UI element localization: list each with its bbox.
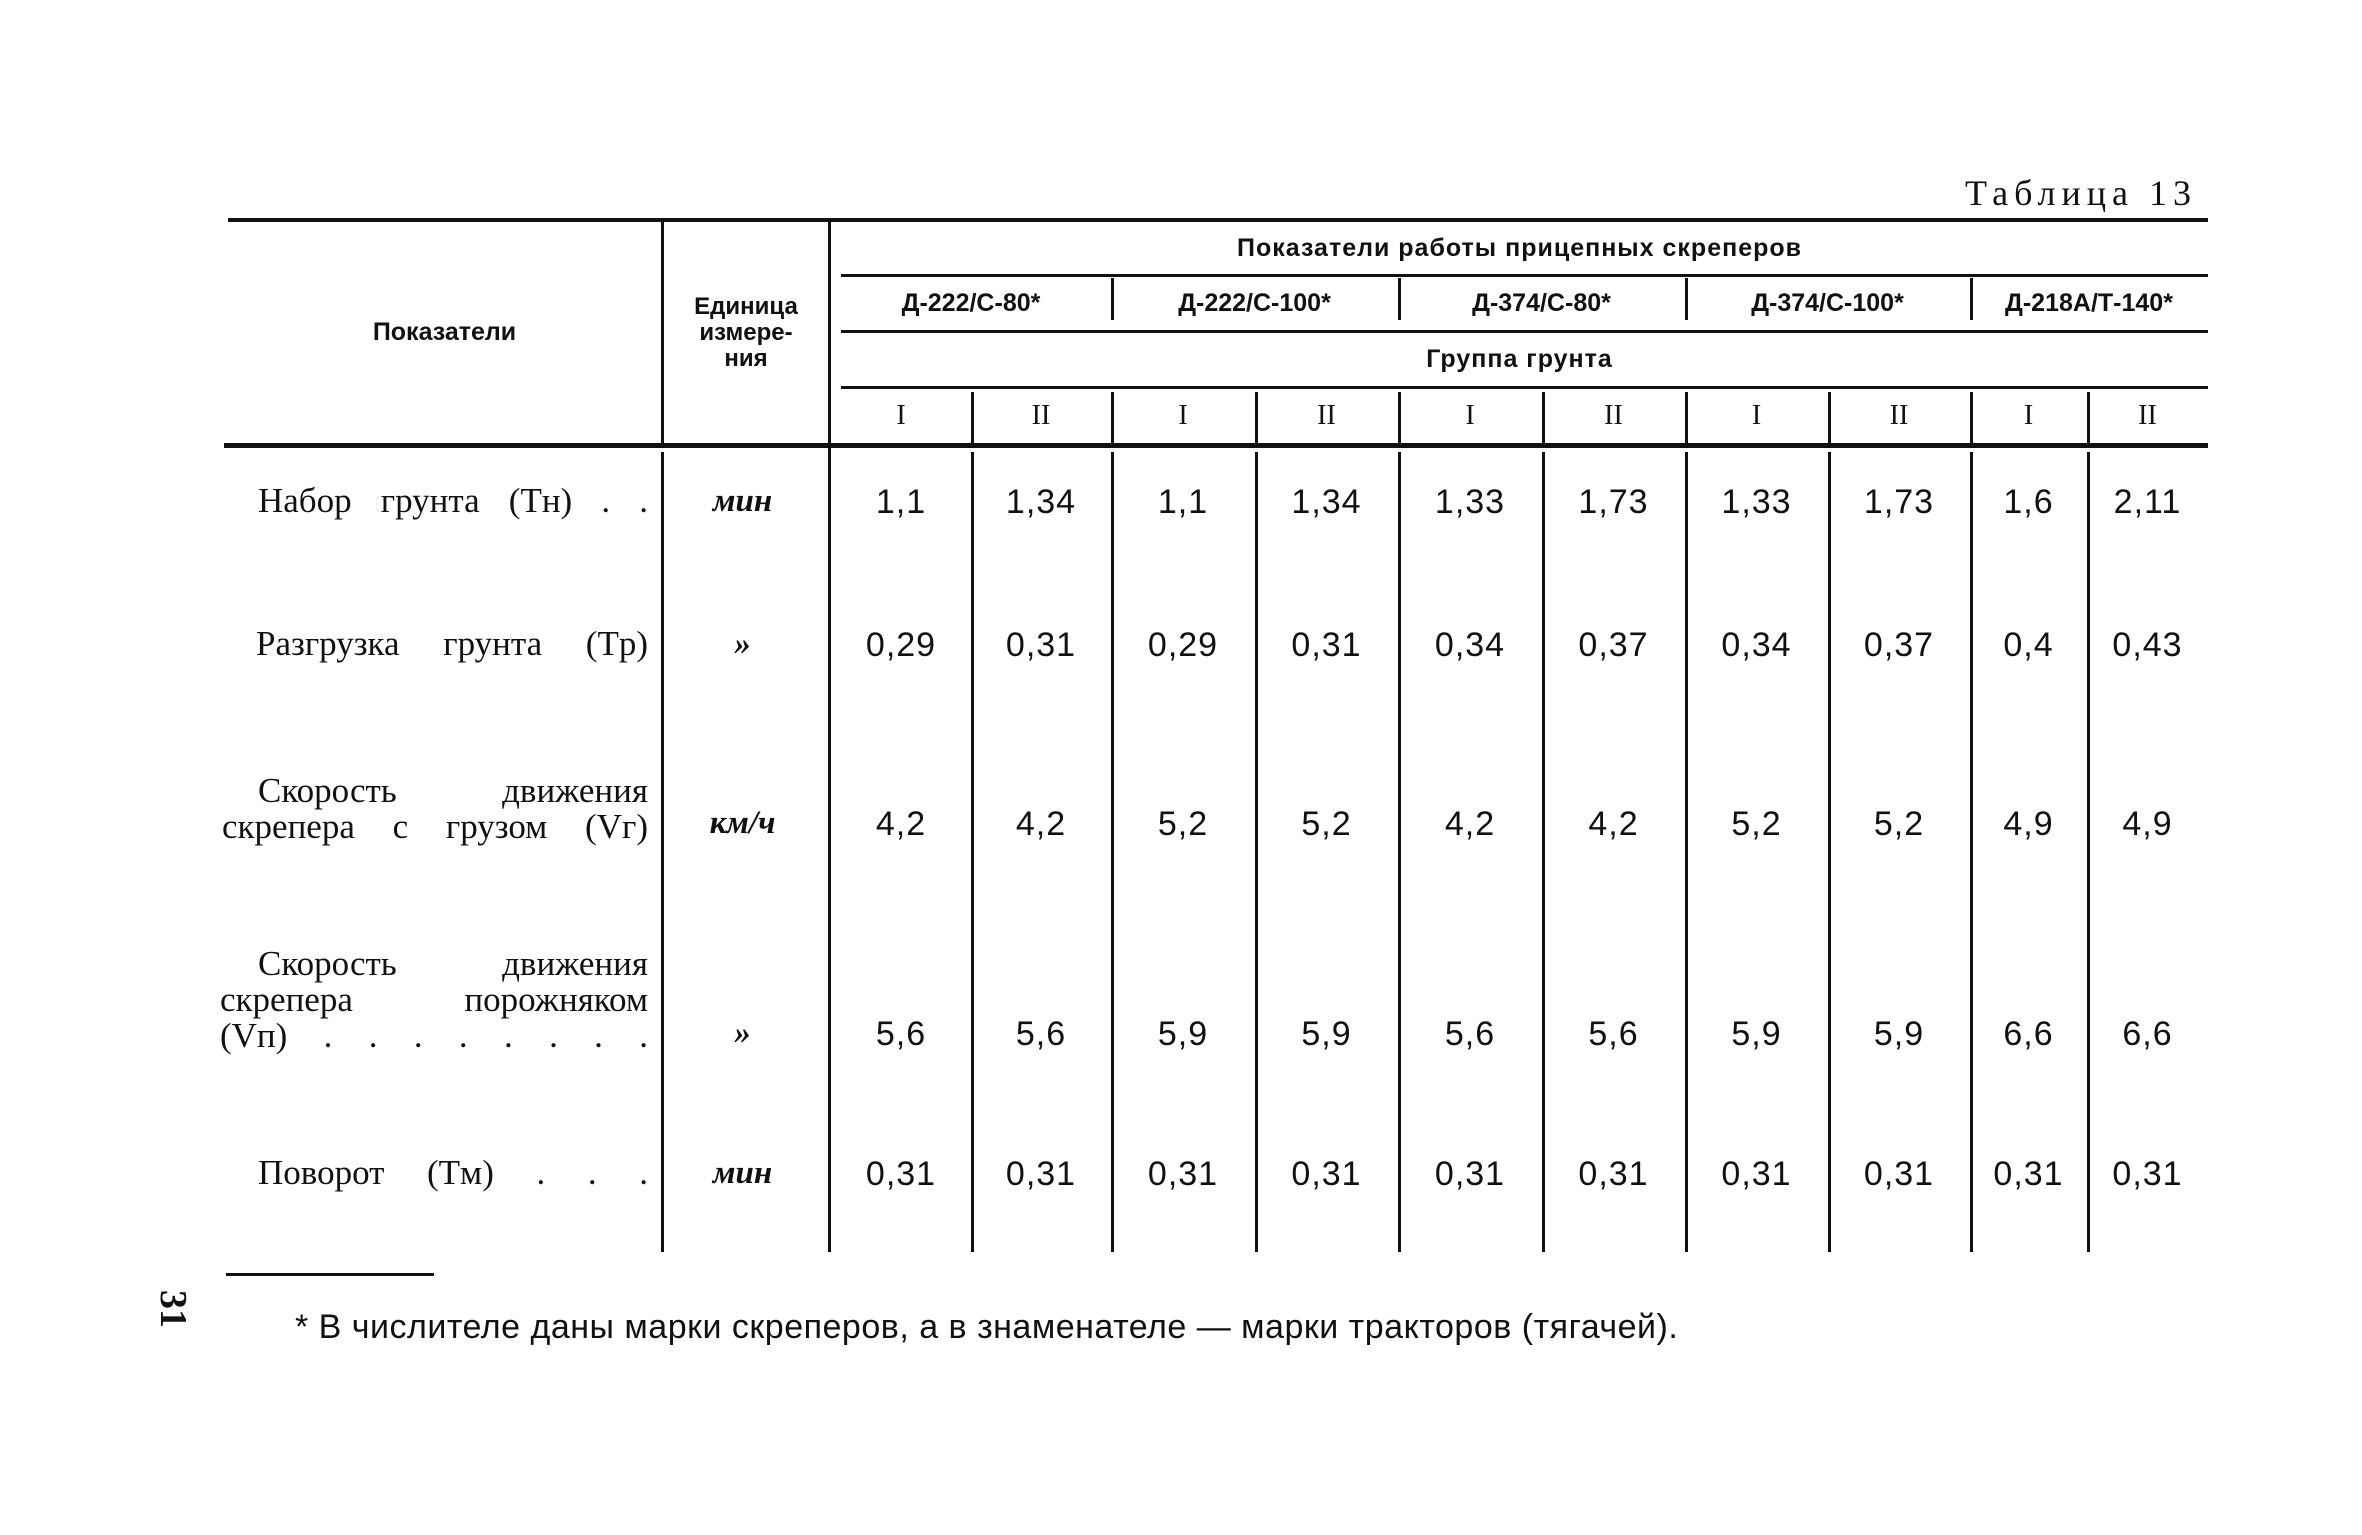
row-label bbox=[220, 946, 648, 1054]
header-unit-line: ния bbox=[724, 344, 768, 372]
header-soil-class: II bbox=[1317, 400, 1336, 431]
table-cell-value: 0,31 bbox=[1721, 1155, 1792, 1193]
table-cell-value: 1,73 bbox=[1863, 483, 1935, 521]
table-cell-value: 4,2 bbox=[875, 805, 927, 843]
table-cell-value: 0,31 bbox=[2112, 1155, 2183, 1193]
column-divider bbox=[1398, 452, 1401, 1252]
table-cell-value: 0,31 bbox=[1863, 1155, 1935, 1193]
table-cell-value: 0,31 bbox=[1147, 1155, 1219, 1193]
table-cell-value: 4,2 bbox=[1588, 805, 1639, 843]
table-cell-value: 0,37 bbox=[1578, 626, 1649, 664]
row-label-line: Набор грунта (Tн) . . bbox=[258, 481, 648, 520]
row-label bbox=[256, 626, 648, 662]
row-label-line: Поворот (Tм) . . . bbox=[258, 1153, 648, 1192]
table-cell-value: 5,2 bbox=[1731, 805, 1782, 843]
table-cell-value: 0,31 bbox=[1005, 626, 1077, 664]
table-cell-value: 0,31 bbox=[1291, 626, 1362, 664]
header-model: Д-374/С-80* bbox=[1472, 289, 1611, 317]
table-caption: Таблица 13 bbox=[1965, 173, 2197, 213]
table-cell-value: 0,43 bbox=[2112, 626, 2183, 664]
column-divider bbox=[1970, 452, 1973, 1252]
row-unit: мин bbox=[712, 1155, 773, 1191]
table-cell-value: 2,11 bbox=[2113, 483, 2182, 521]
footnote-rule bbox=[226, 1273, 434, 1276]
header-soil-class: I bbox=[1751, 400, 1762, 431]
table-cell-value: 0,31 bbox=[1578, 1155, 1649, 1193]
column-divider bbox=[1542, 452, 1545, 1252]
table-cell-value: 4,2 bbox=[1444, 805, 1496, 843]
table-cell-value: 6,6 bbox=[2003, 1015, 2054, 1053]
table-cell-value: 0,37 bbox=[1863, 626, 1935, 664]
row-unit: » bbox=[734, 1015, 751, 1051]
row-label-line: Скорость движения bbox=[258, 944, 648, 983]
table-cell-value: 0,31 bbox=[1005, 1155, 1077, 1193]
header-soil-class: I bbox=[2023, 400, 2034, 431]
header-model: Д-222/С-80* bbox=[901, 289, 1041, 317]
table-cell-value: 0,4 bbox=[2003, 626, 2054, 664]
header-soil-class: II bbox=[2138, 400, 2157, 431]
page-number: 31 bbox=[152, 1290, 194, 1328]
row-label bbox=[222, 773, 648, 845]
row-label-line: скрепера с грузом (Vг) bbox=[222, 807, 648, 846]
row-unit: мин bbox=[712, 483, 773, 519]
table-cell-value: 0,29 bbox=[1147, 626, 1219, 664]
table-cell-value: 5,6 bbox=[1015, 1015, 1067, 1053]
header-indicators: Показатели bbox=[372, 318, 517, 346]
table-cell-value: 0,34 bbox=[1434, 626, 1506, 664]
header-unit bbox=[664, 222, 828, 443]
header-soil-class: II bbox=[1604, 400, 1623, 431]
row-label bbox=[258, 483, 648, 519]
column-divider bbox=[1255, 452, 1258, 1252]
table-cell-value: 0,31 bbox=[1993, 1155, 2064, 1193]
indicators-divider-body bbox=[661, 452, 664, 1252]
column-divider bbox=[1111, 452, 1114, 1252]
header-unit-line: измере- bbox=[699, 318, 793, 346]
row-label-line: Разгрузка грунта (Tр) bbox=[256, 624, 648, 663]
table-cell-value: 6,6 bbox=[2122, 1015, 2173, 1053]
column-divider bbox=[971, 452, 974, 1252]
row-label-line: Скорость движения bbox=[258, 771, 648, 810]
row-label-line: скрепера порожняком bbox=[220, 980, 648, 1019]
table-cell-value: 5,9 bbox=[1301, 1015, 1352, 1053]
table-cell-value: 5,2 bbox=[1873, 805, 1925, 843]
table-cell-value: 1,6 bbox=[2003, 483, 2054, 521]
table-cell-value: 0,29 bbox=[865, 626, 937, 664]
column-divider bbox=[2087, 452, 2090, 1252]
column-divider bbox=[1828, 452, 1831, 1252]
table-cell-value: 5,6 bbox=[875, 1015, 927, 1053]
table-cell-value: 0,31 bbox=[1291, 1155, 1362, 1193]
table-cell-value: 5,6 bbox=[1588, 1015, 1639, 1053]
table-cell-value: 4,9 bbox=[2003, 805, 2054, 843]
header-bottom-rule bbox=[224, 443, 2208, 448]
table-cell-value: 5,9 bbox=[1873, 1015, 1925, 1053]
header-unit-line: Единица bbox=[694, 292, 798, 320]
header-model: Д-374/С-100* bbox=[1751, 289, 1904, 317]
table-cell-value: 1,1 bbox=[875, 483, 927, 521]
table-cell-value: 0,31 bbox=[865, 1155, 937, 1193]
table-cell-value: 4,9 bbox=[2122, 805, 2173, 843]
table-cell-value: 0,31 bbox=[1434, 1155, 1506, 1193]
table-cell-value: 4,2 bbox=[1015, 805, 1067, 843]
table-cell-value: 5,2 bbox=[1157, 805, 1209, 843]
row-unit: » bbox=[734, 626, 751, 662]
table-cell-value: 1,1 bbox=[1157, 483, 1209, 521]
table-cell-value: 5,9 bbox=[1157, 1015, 1209, 1053]
header-soil-class: I bbox=[1465, 400, 1475, 431]
table-cell-value: 1,34 bbox=[1005, 483, 1077, 521]
table-cell-value: 5,2 bbox=[1301, 805, 1352, 843]
row-label-line: (Vп) . . . . . . . . bbox=[220, 1016, 648, 1055]
table-cell-value: 1,33 bbox=[1721, 483, 1792, 521]
header-soil-class: I bbox=[896, 400, 906, 431]
header-model: Д-222/С-100* bbox=[1178, 289, 1331, 317]
footnote: * В числителе даны марки скреперов, а в знаменателе — марки тракторов (тягачей). bbox=[295, 1308, 1679, 1346]
table-cell-value: 0,34 bbox=[1721, 626, 1792, 664]
header-soil-class: I bbox=[1178, 400, 1188, 431]
table-cell-value: 5,6 bbox=[1444, 1015, 1496, 1053]
header-soil-group: Группа грунта bbox=[1426, 345, 1613, 373]
column-divider bbox=[1685, 452, 1688, 1252]
row-unit: км/ч bbox=[709, 805, 776, 841]
table-cell-value: 5,9 bbox=[1731, 1015, 1782, 1053]
row-label bbox=[258, 1155, 648, 1191]
table-cell-value: 1,33 bbox=[1434, 483, 1506, 521]
header-soil-class: II bbox=[1889, 400, 1909, 431]
header-soil-class: II bbox=[1031, 400, 1051, 431]
table-cell-value: 1,73 bbox=[1578, 483, 1649, 521]
table-cell-value: 1,34 bbox=[1291, 483, 1362, 521]
header-model: Д-218А/Т-140* bbox=[2005, 289, 2173, 317]
header-group-title: Показатели работы прицепных скреперов bbox=[1236, 233, 1803, 262]
